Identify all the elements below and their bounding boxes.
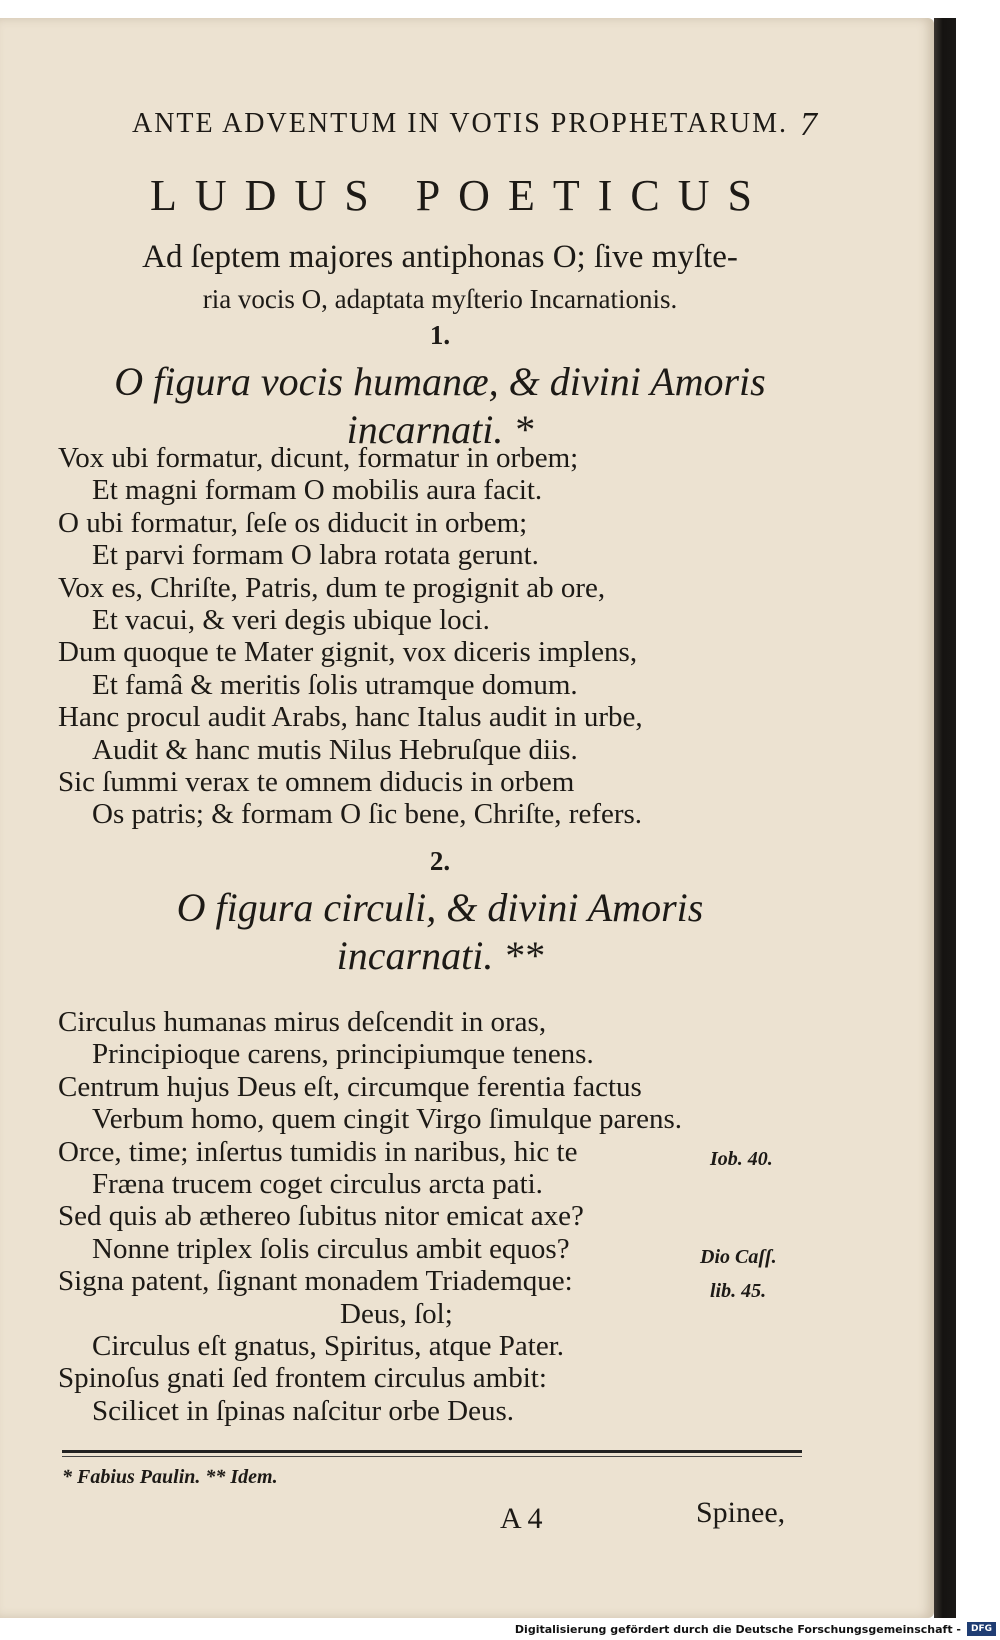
verse-continuation-text: Deus, ſol; [340, 1297, 453, 1330]
section-1-heading-line-2: incarnati. * [346, 407, 534, 452]
subtitle-line-1: Ad ſeptem majores antiphonas O; ſive myſte- [142, 239, 738, 275]
verse-line: Signa patent, ſignant monadem Triademque: [58, 1265, 573, 1298]
verse-line: Sic ſummi verax te omnem diducis in orbem [58, 765, 575, 798]
section-2-verses [58, 1006, 828, 1427]
verse-line: Centrum hujus Deus eſt, circumque ferentia factus [58, 1070, 642, 1103]
running-head: ANTE ADVENTUM IN VOTIS PROPHETARUM. [131, 108, 789, 139]
verse-line: Verbum homo, quem cingit Virgo ſimulque parens. [92, 1103, 682, 1136]
section-2-heading-line-2: incarnati. ** [336, 933, 544, 978]
page-edge-shadow [934, 18, 956, 1618]
catchword: Spinee, [696, 1496, 786, 1529]
verse-line: Scilicet in ſpinas naſcitur orbe Deus. [92, 1394, 515, 1427]
book-page [0, 18, 934, 1618]
verse-line: Et magni formam O mobilis aura facit. [92, 474, 543, 507]
verse-line: Vox ubi formatur, dicunt, formatur in orbem; [58, 442, 579, 474]
verse-line: O ubi formatur, ſeſe os diducit in orbem; [58, 506, 528, 539]
dfg-credit: Digitalisierung gefördert durch die Deutsche Forschungsgemeinschaft - [514, 1622, 961, 1636]
credit-bar [514, 1618, 1000, 1640]
footnote-rule-thin [62, 1456, 802, 1457]
margin-note-dio: Dio Caſſ. [700, 1246, 777, 1268]
verse-line: Spinoſus gnati ſed frontem circulus ambit: [58, 1362, 547, 1395]
section-1-number: 1. [429, 320, 451, 350]
section-2-number: 2. [429, 846, 451, 876]
subtitle-line-2: ria vocis O, adaptata myſterio Incarnationis. [202, 284, 678, 314]
verse-line: Et parvi formam O labra rotata gerunt. [92, 539, 539, 572]
verse-line: Audit & hanc mutis Nilus Hebruſque diis. [92, 733, 578, 766]
verse-line: Principioque carens, principiumque tenens. [92, 1038, 594, 1071]
verse-line: Circulus humanas mirus deſcendit in oras, [58, 1006, 547, 1038]
section-1-heading-line-1: O figura vocis humanæ, & divini Amoris [114, 359, 766, 404]
verse-line: Et famâ & meritis ſolis utramque domum. [92, 668, 578, 701]
section-1-verses [58, 442, 828, 831]
verse-line: Os patris; & formam O ſic bene, Chriſte, refers. [92, 798, 643, 831]
verse-line: Orce, time; inſertus tumidis in naribus, hic te [58, 1135, 578, 1168]
verse-line: Sed quis ab æthereo ſubitus nitor emicat axe? [58, 1200, 584, 1233]
margin-note-iob: Iob. 40. [710, 1148, 773, 1170]
footnote: * Fabius Paulin. ** Idem. [62, 1466, 278, 1488]
section-1-heading [60, 358, 820, 454]
main-title: LUDUS POETICUS [150, 171, 770, 220]
verse-line: Et vacui, & veri degis ubique loci. [92, 603, 490, 636]
verse-line: Vox es, Chriſte, Patris, dum te progignit ab ore, [58, 571, 606, 604]
section-2-heading-line-1: O figura circuli, & divini Amoris [176, 885, 704, 930]
subtitle [60, 236, 820, 320]
verse-line: Circulus eſt gnatus, Spiritus, atque Pater. [92, 1329, 565, 1362]
verse-line: Nonne triplex ſolis circulus ambit equos? [92, 1232, 570, 1265]
footnote-rule [62, 1450, 802, 1453]
verse-line: Hanc procul audit Arabs, hanc Italus audit in urbe, [58, 701, 643, 734]
signature-mark: A 4 [500, 1502, 543, 1535]
verse-line: Dum quoque te Mater gignit, vox diceris implens, [58, 636, 638, 669]
page-number: 7 [800, 106, 817, 143]
verse-line: Fræna trucem coget circulus arcta pati. [92, 1167, 543, 1200]
margin-note-lib: lib. 45. [710, 1280, 767, 1302]
dfg-logo: DFG [967, 1622, 996, 1636]
section-2-heading [60, 884, 820, 980]
